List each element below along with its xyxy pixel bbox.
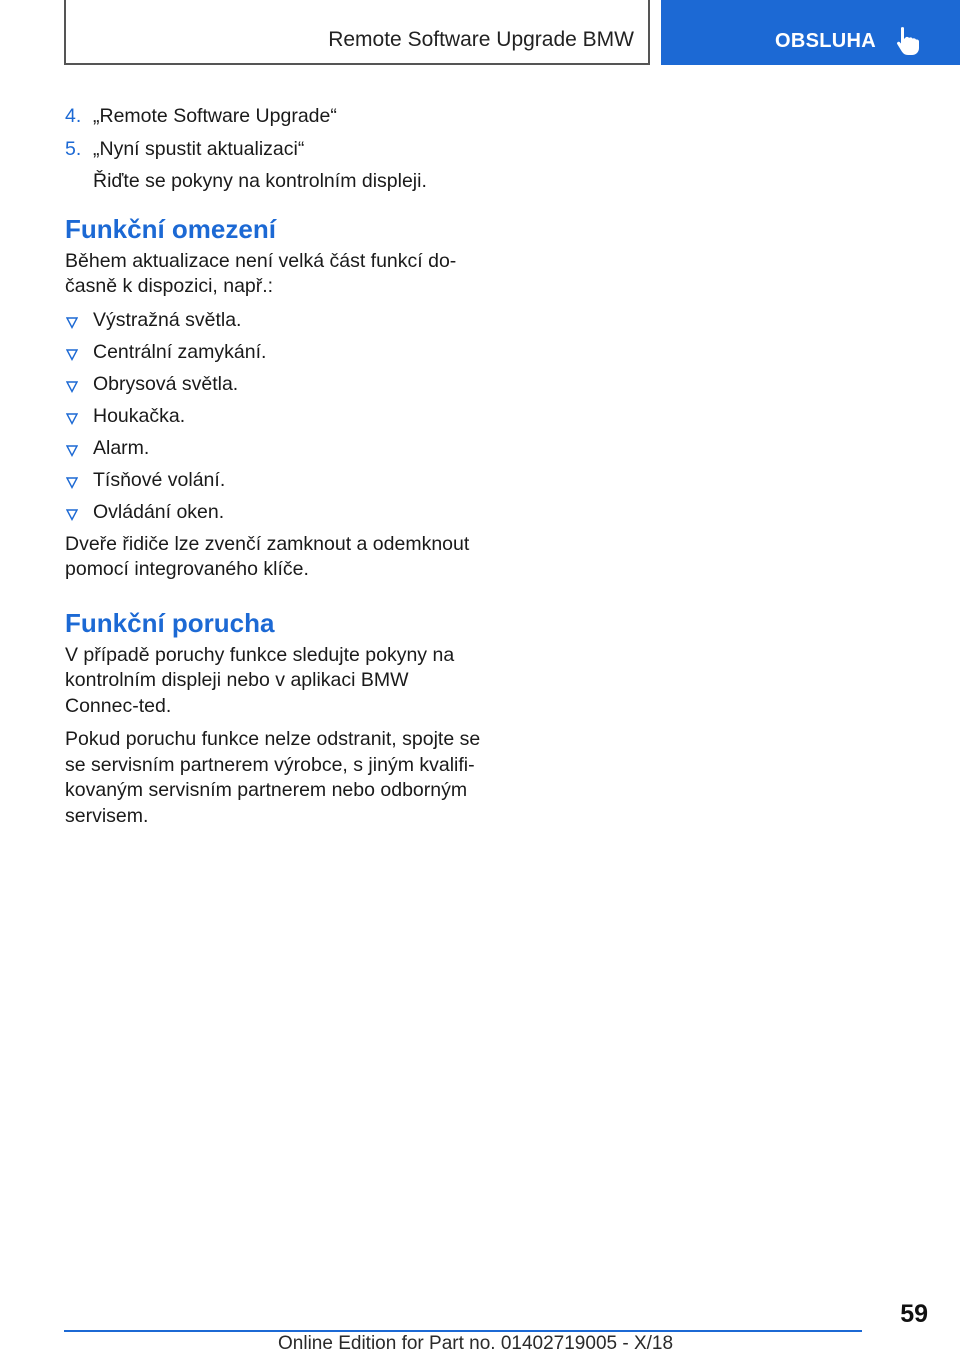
triangle-bullet-icon — [66, 349, 78, 361]
step-number: 5. — [65, 137, 82, 160]
limitations-outro: Dveře řidiče lze zvenčí zamknout a odemknout pomocí integrovaného klíče. — [65, 532, 470, 580]
page-number: 59 — [900, 1300, 928, 1328]
list-item — [65, 372, 485, 398]
triangle-bullet-icon — [66, 381, 78, 393]
malfunction-paragraph-2: Pokud poruchu funkce nelze odstranit, spojte se se servisním partnerem výrobce, s jiným kvalifi-kovaným servisním partnerem nebo odborným servisem. — [65, 728, 481, 827]
list-item — [65, 308, 485, 334]
list-item — [65, 468, 485, 494]
list-item — [65, 436, 485, 462]
footer-edition-text: Online Edition for Part no. 01402719005 - X/18 — [278, 1333, 674, 1354]
limitations-intro: Během aktualizace není velká část funkcí do-časně k dispozici, např.: — [65, 249, 457, 297]
section-spacer — [65, 591, 485, 607]
section-label: OBSLUHA — [775, 30, 876, 52]
list-item-text: Tísňové volání. — [93, 468, 226, 491]
limitations-list — [65, 308, 485, 526]
triangle-bullet-icon — [66, 445, 78, 457]
triangle-bullet-icon — [66, 317, 78, 329]
header-title-box — [64, 0, 650, 65]
step-text: „Remote Software Upgrade“ — [93, 105, 337, 127]
list-item-text: Ovládání oken. — [93, 500, 225, 523]
step-text: „Nyní spustit aktualizaci“ — [93, 137, 305, 160]
pointing-hand-icon — [895, 26, 921, 56]
step-note: Řiďte se pokyny na kontrolním displeji. — [93, 170, 427, 192]
header-title: Remote Software Upgrade BMW — [328, 28, 634, 51]
triangle-bullet-icon — [66, 413, 78, 425]
list-item — [65, 404, 485, 430]
list-item — [65, 340, 485, 366]
step-number: 4. — [65, 105, 82, 127]
malfunction-paragraph-1: V případě poruchy funkce sledujte pokyny na kontrolním displeji nebo v aplikaci BMW Connec-ted. — [65, 643, 455, 717]
main-content — [65, 104, 485, 837]
section-heading-limitations: Funkční omezení — [65, 213, 276, 244]
triangle-bullet-icon — [66, 477, 78, 489]
list-item-text: Výstražná světla. — [93, 308, 242, 331]
footer-divider — [64, 1330, 862, 1332]
list-item — [65, 500, 485, 526]
list-item-text: Obrysová světla. — [93, 372, 239, 395]
step-item — [65, 104, 485, 130]
list-item-text: Centrální zamykání. — [93, 340, 267, 363]
section-heading-malfunction: Funkční porucha — [65, 607, 275, 638]
triangle-bullet-icon — [66, 509, 78, 521]
header-section-tab — [661, 0, 960, 65]
list-item-text: Alarm. — [93, 436, 150, 459]
step-item — [65, 137, 485, 163]
list-item-text: Houkačka. — [93, 404, 186, 427]
